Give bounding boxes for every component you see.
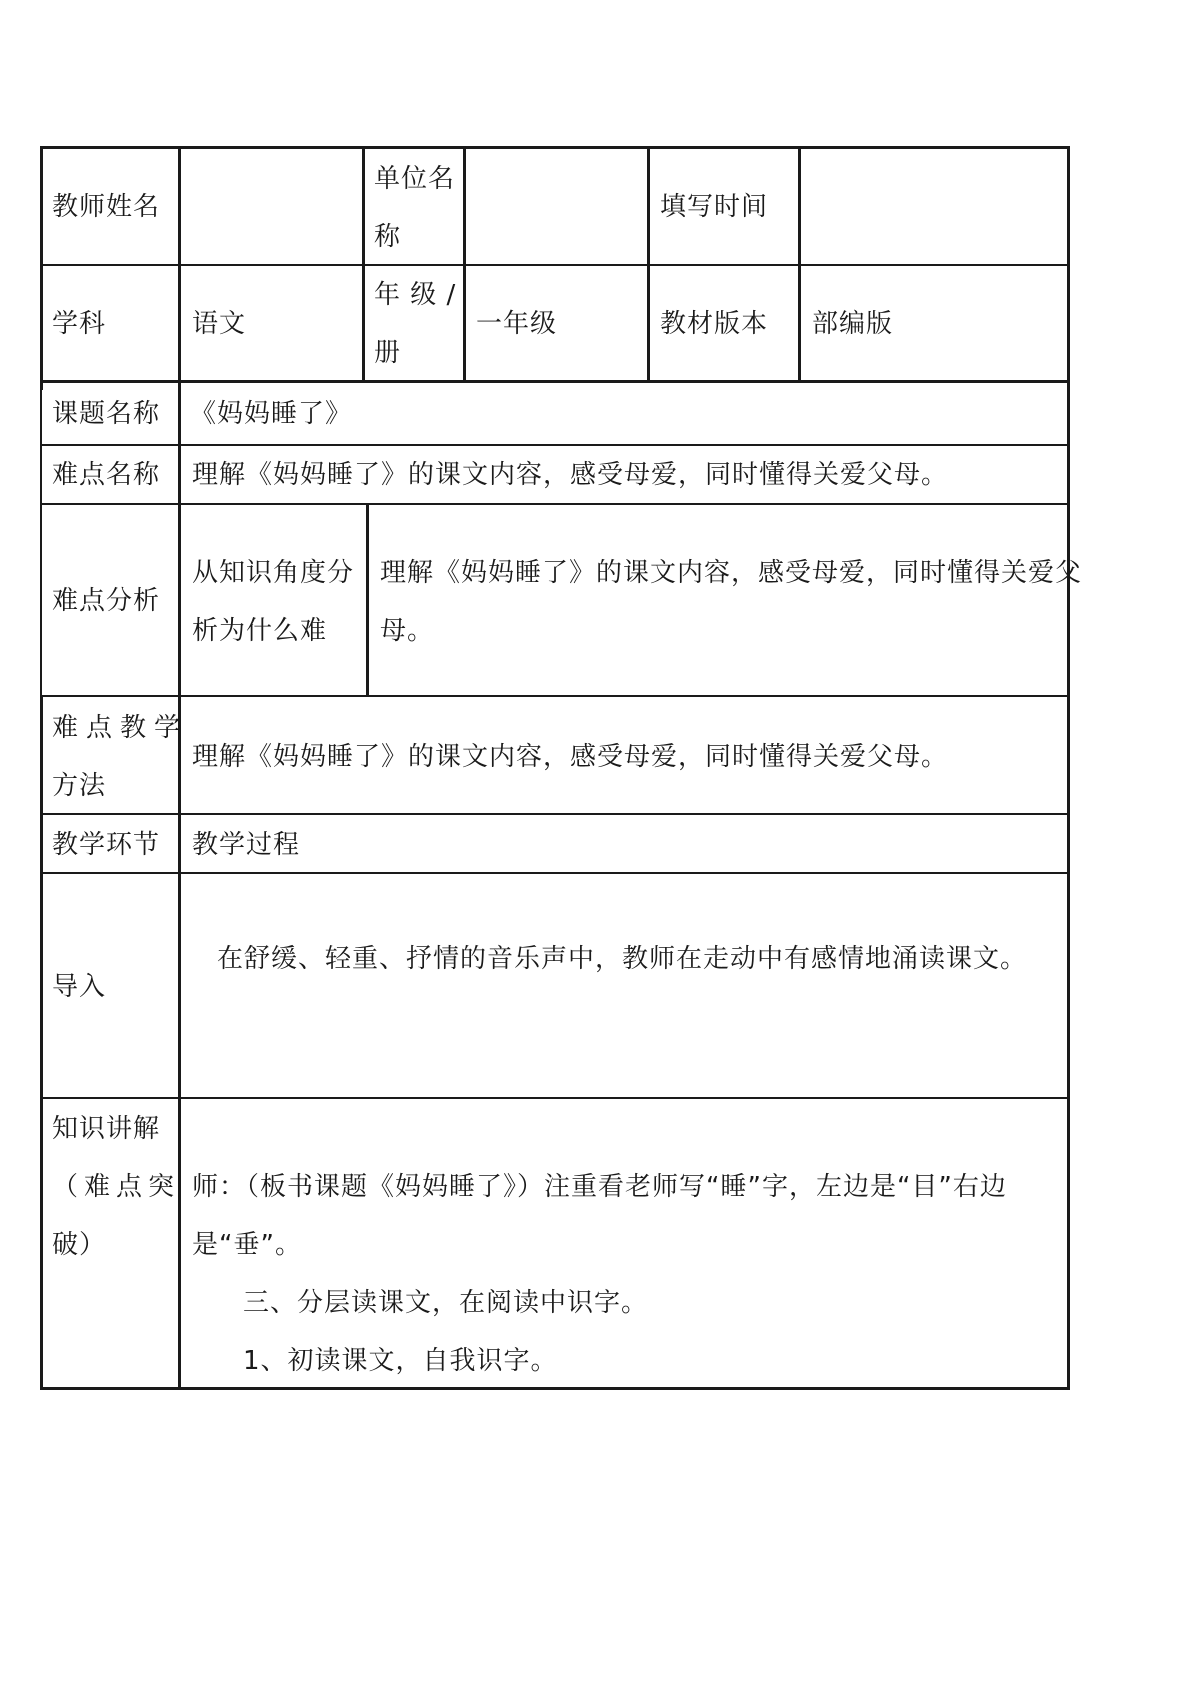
table-border-top: [40, 146, 1070, 149]
table-border-left: [40, 146, 43, 390]
fill-time-label: 填写时间: [660, 192, 769, 222]
method-label: 方法: [52, 771, 107, 801]
method-value[interactable]: 理解《妈妈睡了》的课文内容，感受母爱，同时懂得关爱父母。: [192, 742, 949, 772]
row-divider: [40, 695, 1070, 697]
textbook-value[interactable]: 部编版: [812, 309, 894, 339]
row-divider: [40, 264, 1070, 266]
grade-label: 年 级 /: [374, 280, 457, 310]
knowledge-label: （难点突: [52, 1172, 181, 1202]
analysis-sub-label: 析为什么难: [192, 616, 328, 646]
grade-label: 册: [374, 338, 402, 368]
col-divider: [798, 146, 801, 382]
analysis-sub-label: 从知识角度分: [192, 558, 355, 588]
knowledge-para3[interactable]: 1、初读课文，自我识字。: [243, 1346, 558, 1376]
col-divider: [366, 503, 369, 695]
knowledge-label: 破）: [52, 1230, 107, 1260]
table-border-right: [1067, 146, 1070, 1390]
unit-name-label: 单位名: [374, 164, 456, 194]
method-label: 难点教学: [52, 713, 189, 743]
grade-value[interactable]: 一年级: [476, 309, 558, 339]
intro-label: 导入: [52, 972, 107, 1002]
knowledge-para2[interactable]: 三、分层读课文，在阅读中识字。: [243, 1288, 649, 1318]
process-step-label: 教学环节: [52, 830, 161, 860]
col-divider: [463, 146, 466, 382]
analysis-value[interactable]: 理解《妈妈睡了》的课文内容，感受母爱，同时懂得关爱父: [380, 558, 1083, 588]
subject-label: 学科: [52, 309, 107, 339]
intro-value[interactable]: 在舒缓、轻重、抒情的音乐声中，教师在走动中有感情地涌读课文。: [217, 944, 1028, 974]
analysis-label: 难点分析: [52, 586, 161, 616]
subject-value[interactable]: 语文: [192, 309, 247, 339]
unit-name-label: 称: [374, 222, 402, 252]
knowledge-para1[interactable]: 是“垂”。: [192, 1230, 302, 1260]
teacher-name-label: 教师姓名: [52, 192, 161, 222]
topic-value[interactable]: 《妈妈睡了》: [190, 399, 353, 429]
col-divider: [647, 146, 650, 382]
row-divider: [40, 1097, 1070, 1099]
difficulty-value[interactable]: 理解《妈妈睡了》的课文内容，感受母爱，同时懂得关爱父母。: [192, 460, 949, 490]
difficulty-label: 难点名称: [52, 460, 161, 490]
table-border-left: [40, 390, 42, 695]
knowledge-label: 知识讲解: [52, 1114, 161, 1144]
col-divider: [362, 146, 365, 382]
process-content-label: 教学过程: [192, 830, 301, 860]
knowledge-para1[interactable]: 师：（板书课题《妈妈睡了》）注重看老师写“睡”字，左边是“目”右边: [192, 1172, 1007, 1202]
textbook-label: 教材版本: [660, 309, 769, 339]
topic-label: 课题名称: [52, 399, 161, 429]
table-border-left: [40, 695, 43, 1390]
analysis-value[interactable]: 母。: [380, 616, 435, 646]
